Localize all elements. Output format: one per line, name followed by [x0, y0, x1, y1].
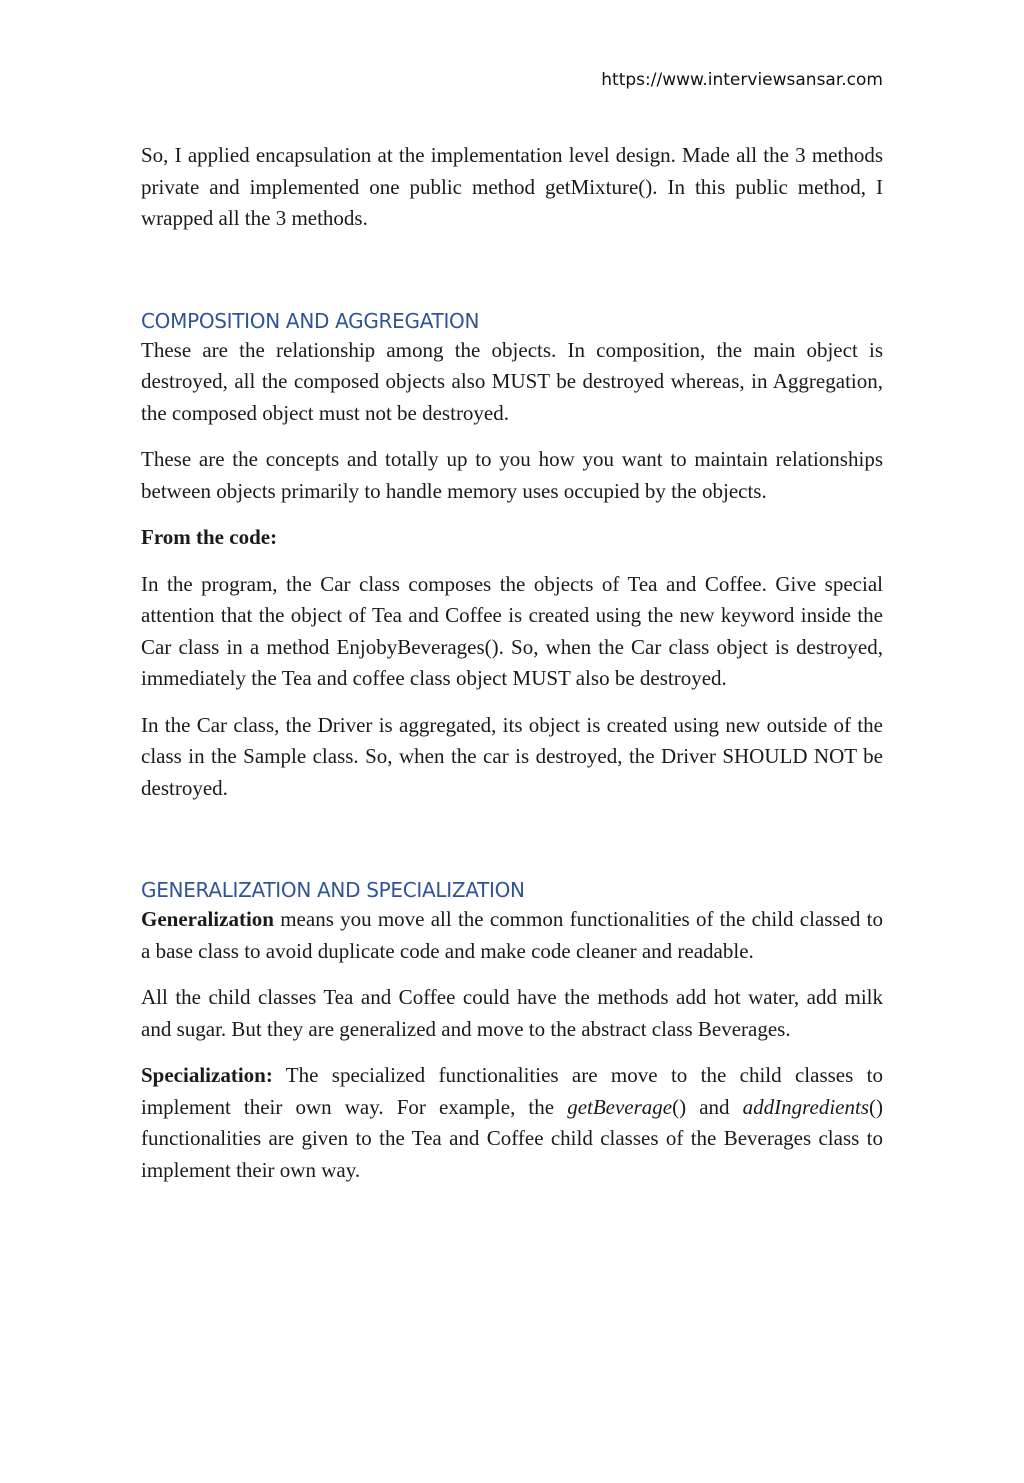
- from-code-label: [141, 522, 883, 554]
- specialization-text-1: The specialized functionalities are move to the child classes to implement their own way. For example, the: [141, 1063, 883, 1119]
- specialization-text-2: () and: [672, 1094, 743, 1119]
- specialization-text-3: () functionalities are given to the Tea and Coffee child classes of the Beverages class to implement their own way.: [141, 1094, 884, 1182]
- generalization-paragraph-1: [141, 904, 883, 967]
- composition-paragraph-2: These are the concepts and totally up to you how you want to maintain relationships between objects primarily to handle memory uses occupied by the objects.: [141, 447, 883, 503]
- intro-paragraph: So, I applied encapsulation at the implementation level design. Made all the 3 methods private and implemented one public method getMixture(). In this public method, I wrapped all the 3 methods.: [141, 143, 883, 230]
- specialization-term: Specialization:: [141, 1063, 273, 1087]
- composition-heading: COMPOSITION AND AGGREGATION: [141, 308, 480, 333]
- method-add-ingredients: addIngredients: [742, 1094, 870, 1119]
- document-body: [141, 140, 883, 1201]
- generalization-heading: GENERALIZATION AND SPECIALIZATION: [141, 878, 525, 902]
- generalization-paragraph-2: All the child classes Tea and Coffee could have the methods add hot water, add milk and sugar. But they are generalized and move to the abstract class Beverages.: [141, 985, 883, 1041]
- specialization-paragraph: [141, 1060, 883, 1186]
- generalization-definition: means you move all the common functionalities of the child classed to a base class to avoid duplicate code and make code cleaner and readable.: [141, 907, 883, 963]
- from-code-label-text: From the code:: [141, 525, 278, 549]
- generalization-term: Generalization: [141, 907, 274, 931]
- header-url: https://www.interviewsansar.com: [601, 70, 883, 90]
- composition-paragraph-4: In the Car class, the Driver is aggregated, its object is created using new outside of the class in the Sample class. So, when the car is destroyed, the Driver SHOULD NOT be destroyed.: [141, 712, 883, 800]
- composition-paragraph-1: These are the relationship among the objects. In composition, the main object is destroyed, all the composed objects also MUST be destroyed whereas, in Aggregation, the composed object must not be destroyed.: [141, 337, 883, 425]
- method-get-beverage: getBeverage: [567, 1094, 673, 1119]
- composition-paragraph-3: In the program, the Car class composes the objects of Tea and Coffee. Give special attention that the object of Tea and Coffee is created using the new keyword inside the Car class in a method EnjobyBeverages(). So, when the Car class object is destroyed, immediately the Tea and coffee class object MUST also be destroyed.: [141, 571, 883, 690]
